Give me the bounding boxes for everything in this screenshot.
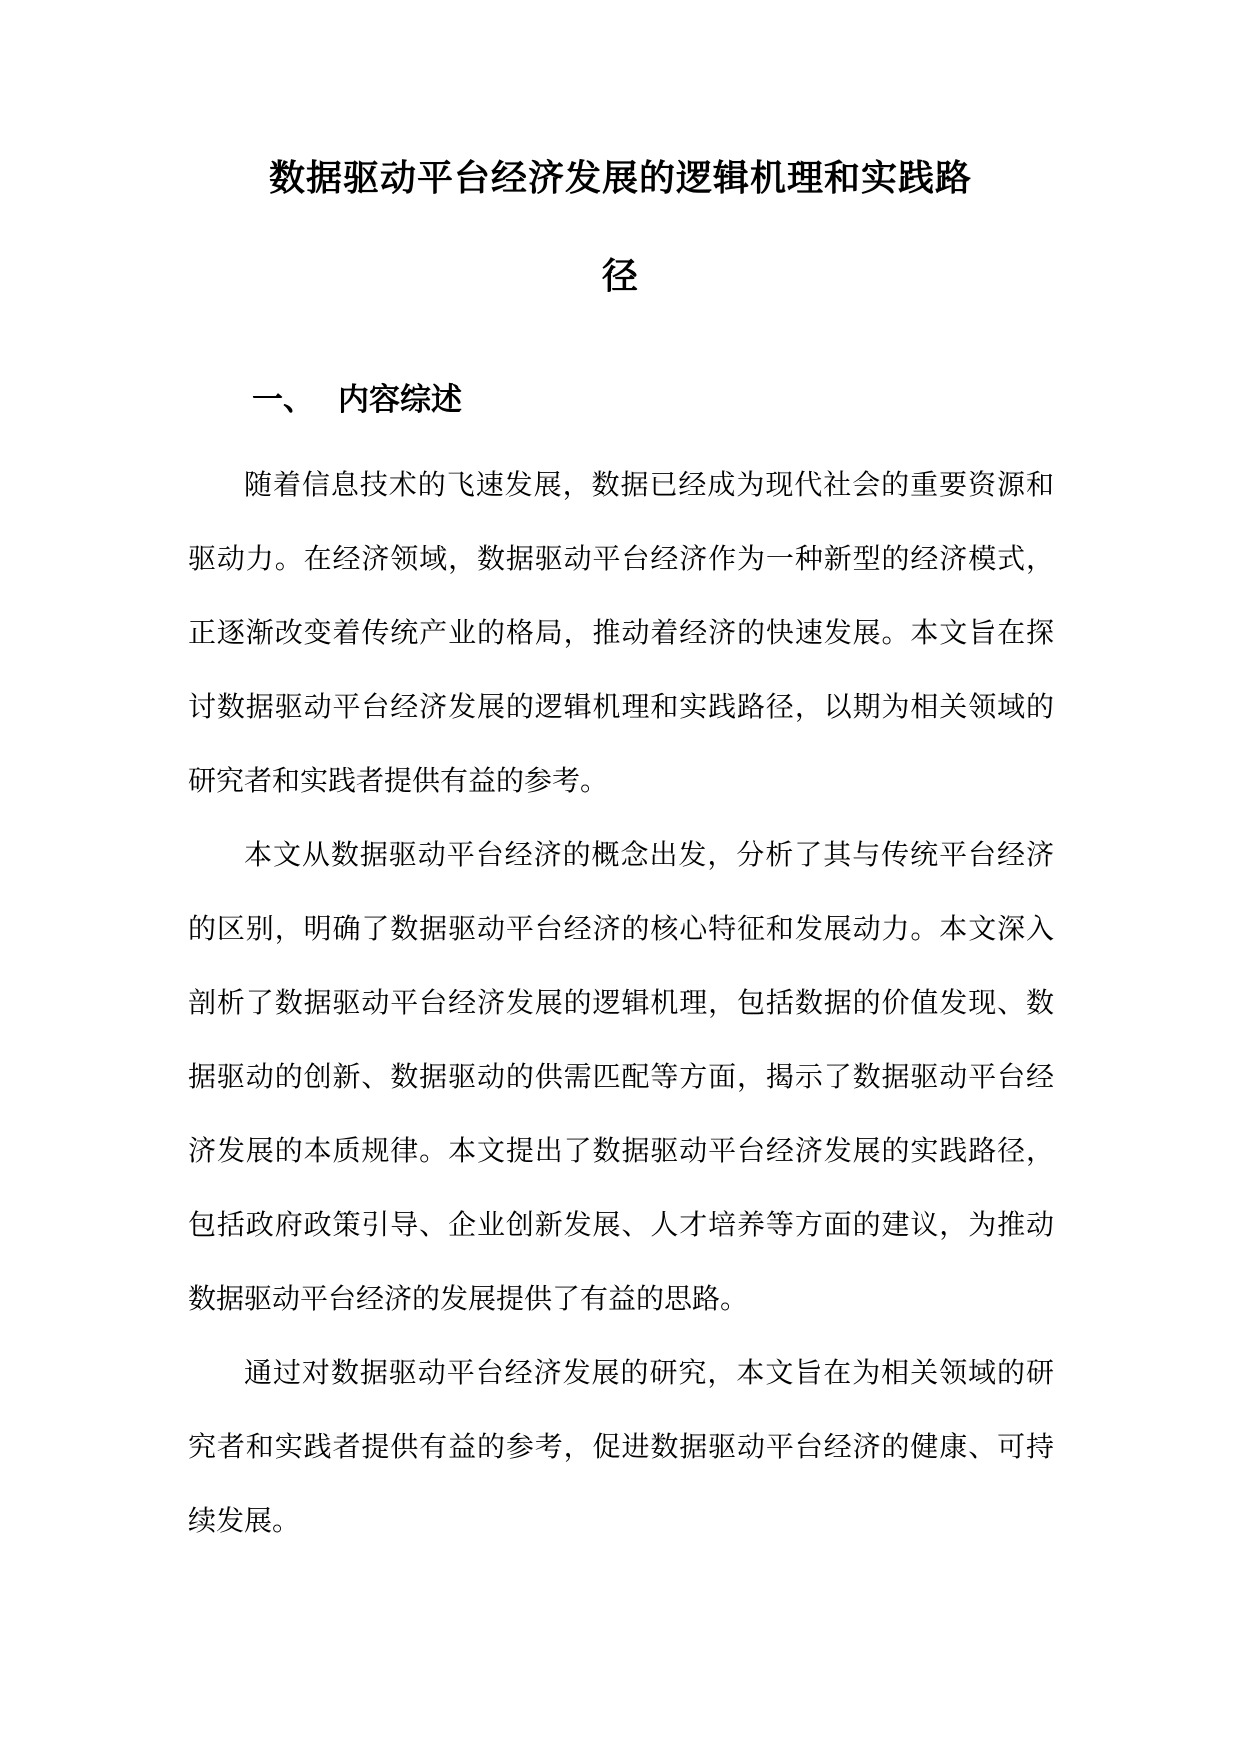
document-title-line-1: 数据驱动平台经济发展的逻辑机理和实践路 [268, 157, 972, 199]
paragraph-3: 通过对数据驱动平台经济发展的研究，本文旨在为相关领域的研究者和实践者提供有益的参考，促进数据驱动平台经济的健康、可持续发展。 [188, 1356, 1054, 1537]
paragraph-1: 随着信息技术的飞速发展，数据已经成为现代社会的重要资源和驱动力。在经济领域，数据驱动平台经济作为一种新型的经济模式，正逐渐改变着传统产业的格局，推动着经济的快速发展。本文旨在探讨数据驱动平台经济发展的逻辑机理和实践路径，以期为相关领域的研究者和实践者提供有益的参考。 [188, 468, 1054, 797]
section-heading-text: 内容综述 [338, 382, 462, 418]
document-title-line-2: 径 [601, 255, 639, 297]
section-number: 一、 [252, 382, 314, 418]
paragraph-2: 本文从数据驱动平台经济的概念出发，分析了其与传统平台经济的区别，明确了数据驱动平台经济的核心特征和发展动力。本文深入剖析了数据驱动平台经济发展的逻辑机理，包括数据的价值发现、数据驱动的创新、数据驱动的供需匹配等方面，揭示了数据驱动平台经济发展的本质规律。本文提出了数据驱动平台经济发展的实践路径，包括政府政策引导、企业创新发展、人才培养等方面的建议，为推动数据驱动平台经济的发展提供了有益的思路。 [188, 838, 1054, 1315]
section-heading [252, 380, 462, 420]
